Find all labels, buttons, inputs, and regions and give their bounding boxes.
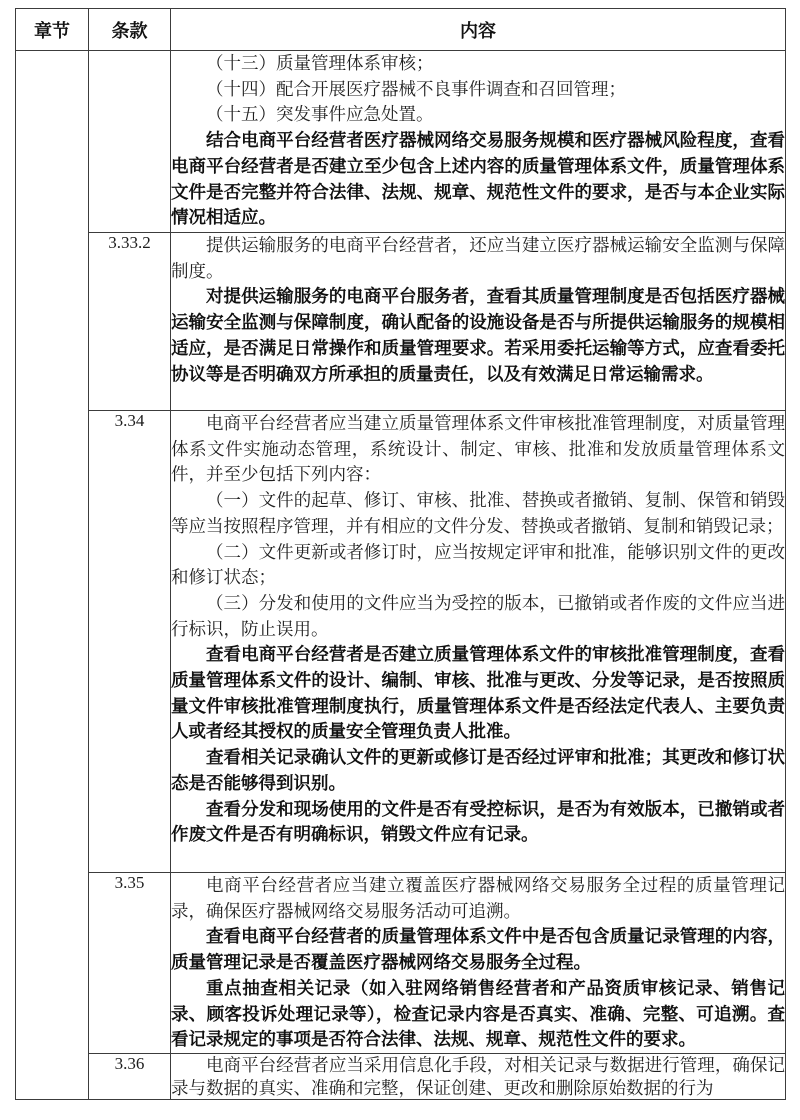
table-row (16, 873, 786, 1054)
table-row (16, 51, 786, 233)
content-paragraph: （一）文件的起草、修订、审核、批准、替换或者撤销、复制、保管和销毁等应当按照程序管理，并有相应的文件分发、替换或者撤销、复制和销毁记录； (171, 490, 785, 536)
content-paragraph: （十四）配合开展医疗器械不良事件调查和召回管理； (206, 78, 626, 99)
content-cell (171, 1054, 786, 1100)
content-paragraph: 查看电商平台经营者的质量管理体系文件中是否包含质量记录管理的内容，质量管理记录是否覆盖医疗器械网络交易服务全过程。 (171, 926, 785, 973)
clause-cell: 3.35 (89, 873, 171, 1054)
content-paragraph: 查看电商平台经营者是否建立质量管理体系文件的审核批准管理制度，查看质量管理体系文件的设计、编制、审核、批准与更改、分发等记录，是否按照质量文件审核批准管理制度执行，质量管理体系文件是否经法定代表人、主要负责人或者经其授权的质量安全管理负责人批准。 (171, 644, 785, 742)
content-paragraph: 电商平台经营者应当建立质量管理体系文件审核批准管理制度，对质量管理体系文件实施动态管理，系统设计、制定、审核、批准和发放质量管理体系文件，并至少包括下列内容： (171, 413, 785, 485)
clause-cell: 3.34 (89, 411, 171, 873)
column-header-chapter: 章节 (16, 9, 89, 51)
content-paragraph: 提供运输服务的电商平台经营者，还应当建立医疗器械运输安全监测与保障制度。 (171, 235, 785, 281)
table-row (16, 233, 786, 411)
chapter-cell-merged (16, 51, 89, 1100)
content-paragraph: 查看相关记录确认文件的更新或修订是否经过评审和批准；其更改和修订状态是否能够得到识别。 (171, 747, 785, 793)
content-paragraph: 结合电商平台经营者医疗器械网络交易服务规模和医疗器械风险程度，查看电商平台经营者是否建立至少包含上述内容的质量管理体系文件，质量管理体系文件是否完整并符合法律、法规、规章、规范性文件的要求，是否与本企业实际情况相适应。 (171, 130, 785, 228)
clause-cell: 3.36 (89, 1054, 171, 1100)
content-paragraph: （三）分发和使用的文件应当为受控的版本，已撤销或者作废的文件应当进行标识，防止误用。 (171, 592, 785, 639)
regulation-table (15, 8, 786, 1100)
content-paragraph: （二）文件更新或者修订时，应当按规定评审和批准，能够识别文件的更改和修订状态； (171, 541, 785, 588)
content-cell (171, 411, 786, 873)
table-row (16, 411, 786, 873)
content-paragraph: 电商平台经营者应当建立覆盖医疗器械网络交易服务全过程的质量管理记录，确保医疗器械网络交易服务活动可追溯。 (171, 875, 785, 921)
column-header-clause: 条款 (89, 9, 171, 51)
content-paragraph: （十五）突发事件应急处置。 (206, 104, 434, 125)
content-paragraph: （十三）质量管理体系审核； (206, 53, 434, 73)
content-paragraph: 电商平台经营者应当采用信息化手段，对相关记录与数据进行管理，确保记录与数据的真实、准确和完整，保证创建、更改和删除原始数据的行为 (171, 1055, 785, 1098)
content-cell (171, 233, 786, 411)
content-paragraph: 重点抽查相关记录（如入驻网络销售经营者和产品资质审核记录、销售记录、顾客投诉处理记录等），检查记录内容是否真实、准确、完整、可追溯。查看记录规定的事项是否符合法律、法规、规章、规范性文件的要求。 (171, 977, 785, 1050)
content-cell (171, 51, 786, 233)
clause-cell (89, 51, 171, 233)
content-paragraph: 对提供运输服务的电商平台服务者，查看其质量管理制度是否包括医疗器械运输安全监测与保障制度，确认配备的设施设备是否与所提供运输服务的规模相适应，是否满足日常操作和质量管理要求。若采用委托运输等方式，应查看委托协议等是否明确双方所承担的质量责任，以及有效满足日常运输需求。 (171, 286, 785, 384)
content-paragraph: 查看分发和现场使用的文件是否有受控标识，是否为有效版本，已撤销或者作废文件是否有明确标识，销毁文件应有记录。 (171, 798, 785, 845)
content-cell (171, 873, 786, 1054)
table-header-row (16, 9, 786, 51)
clause-cell: 3.33.2 (89, 233, 171, 411)
table-row (16, 1054, 786, 1100)
column-header-content: 内容 (171, 9, 786, 51)
